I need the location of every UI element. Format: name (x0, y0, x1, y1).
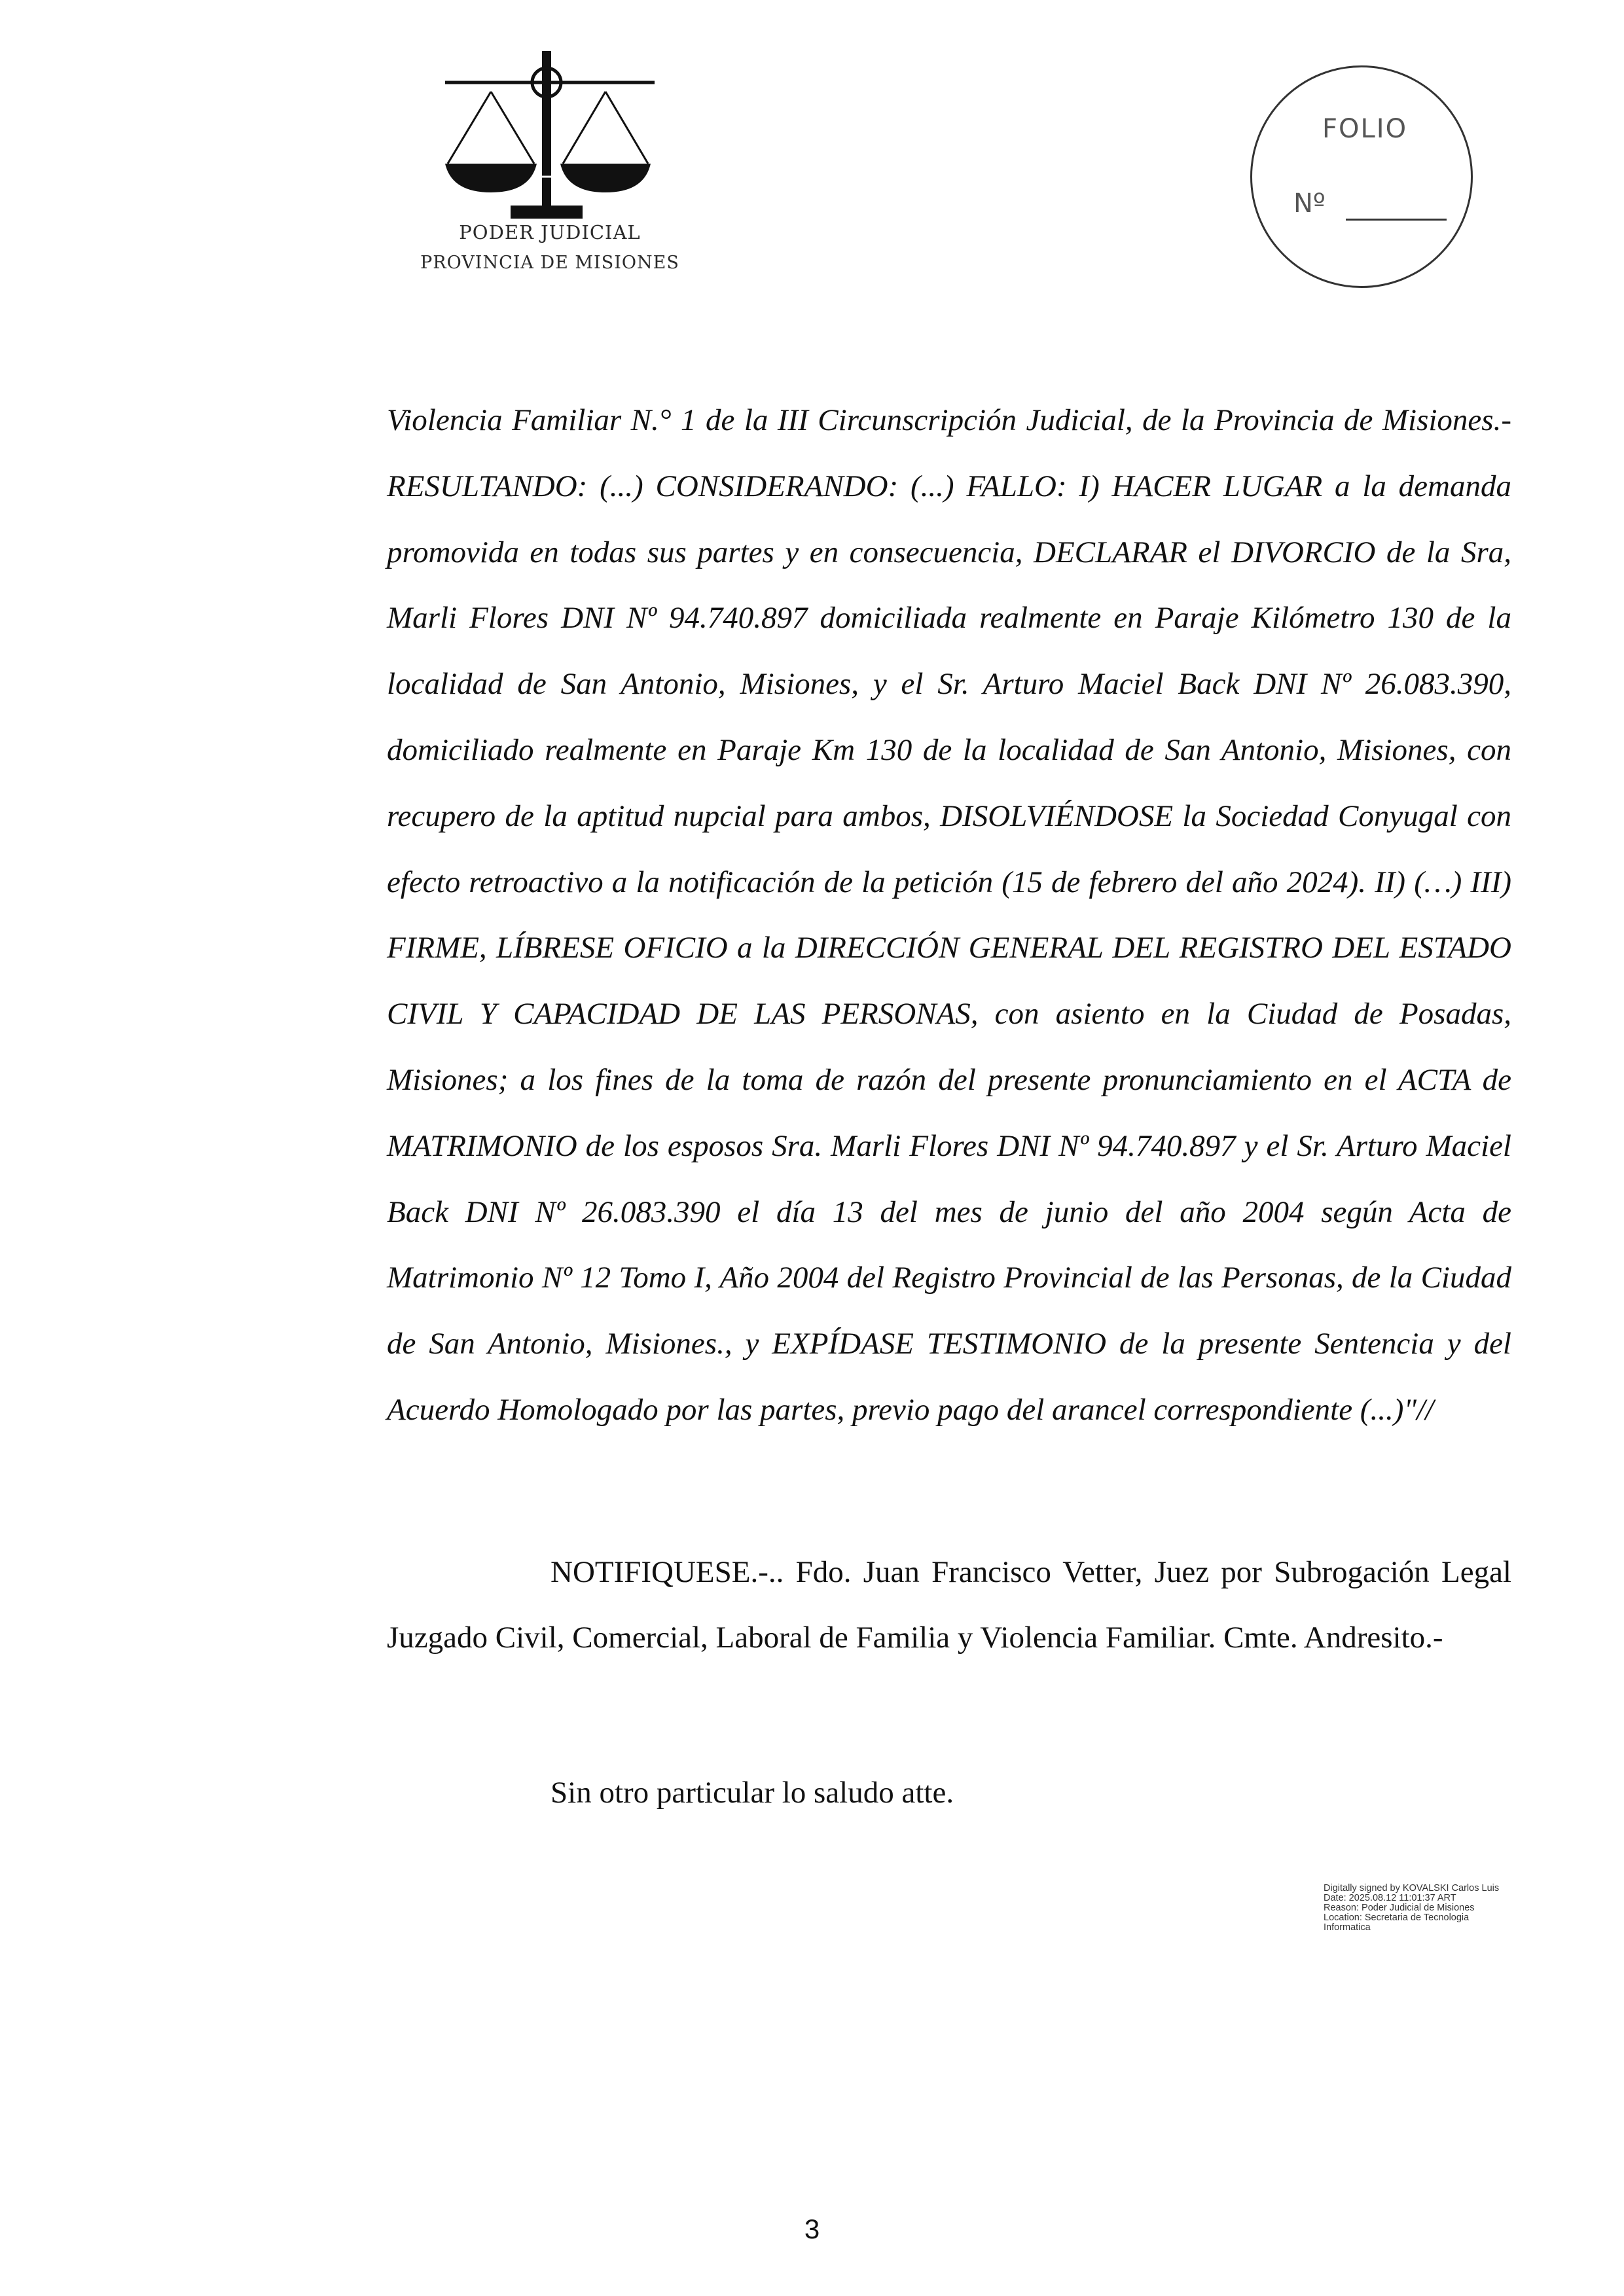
scales-of-justice-icon (419, 46, 681, 223)
signature-line-5: Informatica (1324, 1922, 1371, 1933)
folio-stamp (1250, 65, 1473, 288)
notification-paragraph: NOTIFIQUESE.-.. Fdo. Juan Francisco Vetter, Juez por Subrogación Legal Juzgado Civil, Comercial, Laboral de Familia y Violencia Familiar. Cmte. Andresito.- (387, 1555, 1511, 1655)
closing-line: Sin otro particular lo saludo atte. (550, 1776, 954, 1810)
digital-signature (1324, 1884, 1559, 1933)
folio-number-label: Nº (1293, 188, 1326, 219)
logo-line-2: PROVINCIA DE MISIONES (420, 253, 679, 273)
signature-line-1: Digitally signed by KOVALSKI Carlos Luis (1324, 1883, 1500, 1893)
signature-line-4: Location: Secretaria de Tecnologia (1324, 1912, 1470, 1923)
signature-line-3: Reason: Poder Judicial de Misiones (1324, 1903, 1475, 1913)
signature-line-2: Date: 2025.08.12 11:01:37 ART (1324, 1893, 1456, 1903)
ruling-paragraph: Violencia Familiar N.° 1 de la III Circunscripción Judicial, de la Provincia de Misiones.- RESULTANDO: (...) CONSIDERANDO: (...) FALLO: I) HACER LUGAR a la demanda promovida en todas sus partes y en consecuencia, DECLARAR el DIVORCIO de la Sra, Marli Flores DNI Nº 94.740.897 domiciliada realmente en Paraje Kilómetro 130 de la localidad de San Antonio, Misiones, y el Sr. Arturo Maciel Back DNI Nº 26.083.390, domiciliado realmente en Paraje Km 130 de la localidad de San Antonio, Misiones, con recupero de la aptitud nupcial para ambos, DISOLVIÉNDOSE la Sociedad Conyugal con efecto retroactivo a la notificación de la petición (15 de febrero del año 2024). II) (…) III) FIRME, LÍBRESE OFICIO a la DIRECCIÓN GENERAL DEL REGISTRO DEL ESTADO CIVIL Y CAPACIDAD DE LAS PERSONAS, con asiento en la Ciudad de Posadas, Misiones; a los fines de la toma de razón del presente pronunciamiento en el ACTA de MATRIMONIO de los esposos Sra. Marli Flores DNI Nº 94.740.897 y el Sr. Arturo Maciel Back DNI Nº 26.083.390 el día 13 del mes de junio del año 2004 según Acta de Matrimonio Nº 12 Tomo I, Año 2004 del Registro Provincial de las Personas, de la Ciudad de San Antonio, Misiones., y EXPÍDASE TESTIMONIO de la presente Sentencia y del Acuerdo Homologado por las partes, previo pago del arancel correspondiente (...)"// (387, 403, 1511, 1427)
court-logo (419, 46, 681, 281)
folio-circle (1250, 65, 1473, 288)
logo-line-1: PODER JUDICIAL (459, 221, 641, 243)
page-number: 3 (804, 2214, 820, 2244)
folio-label: FOLIO (1322, 114, 1408, 144)
folio-number-line (1346, 219, 1447, 221)
